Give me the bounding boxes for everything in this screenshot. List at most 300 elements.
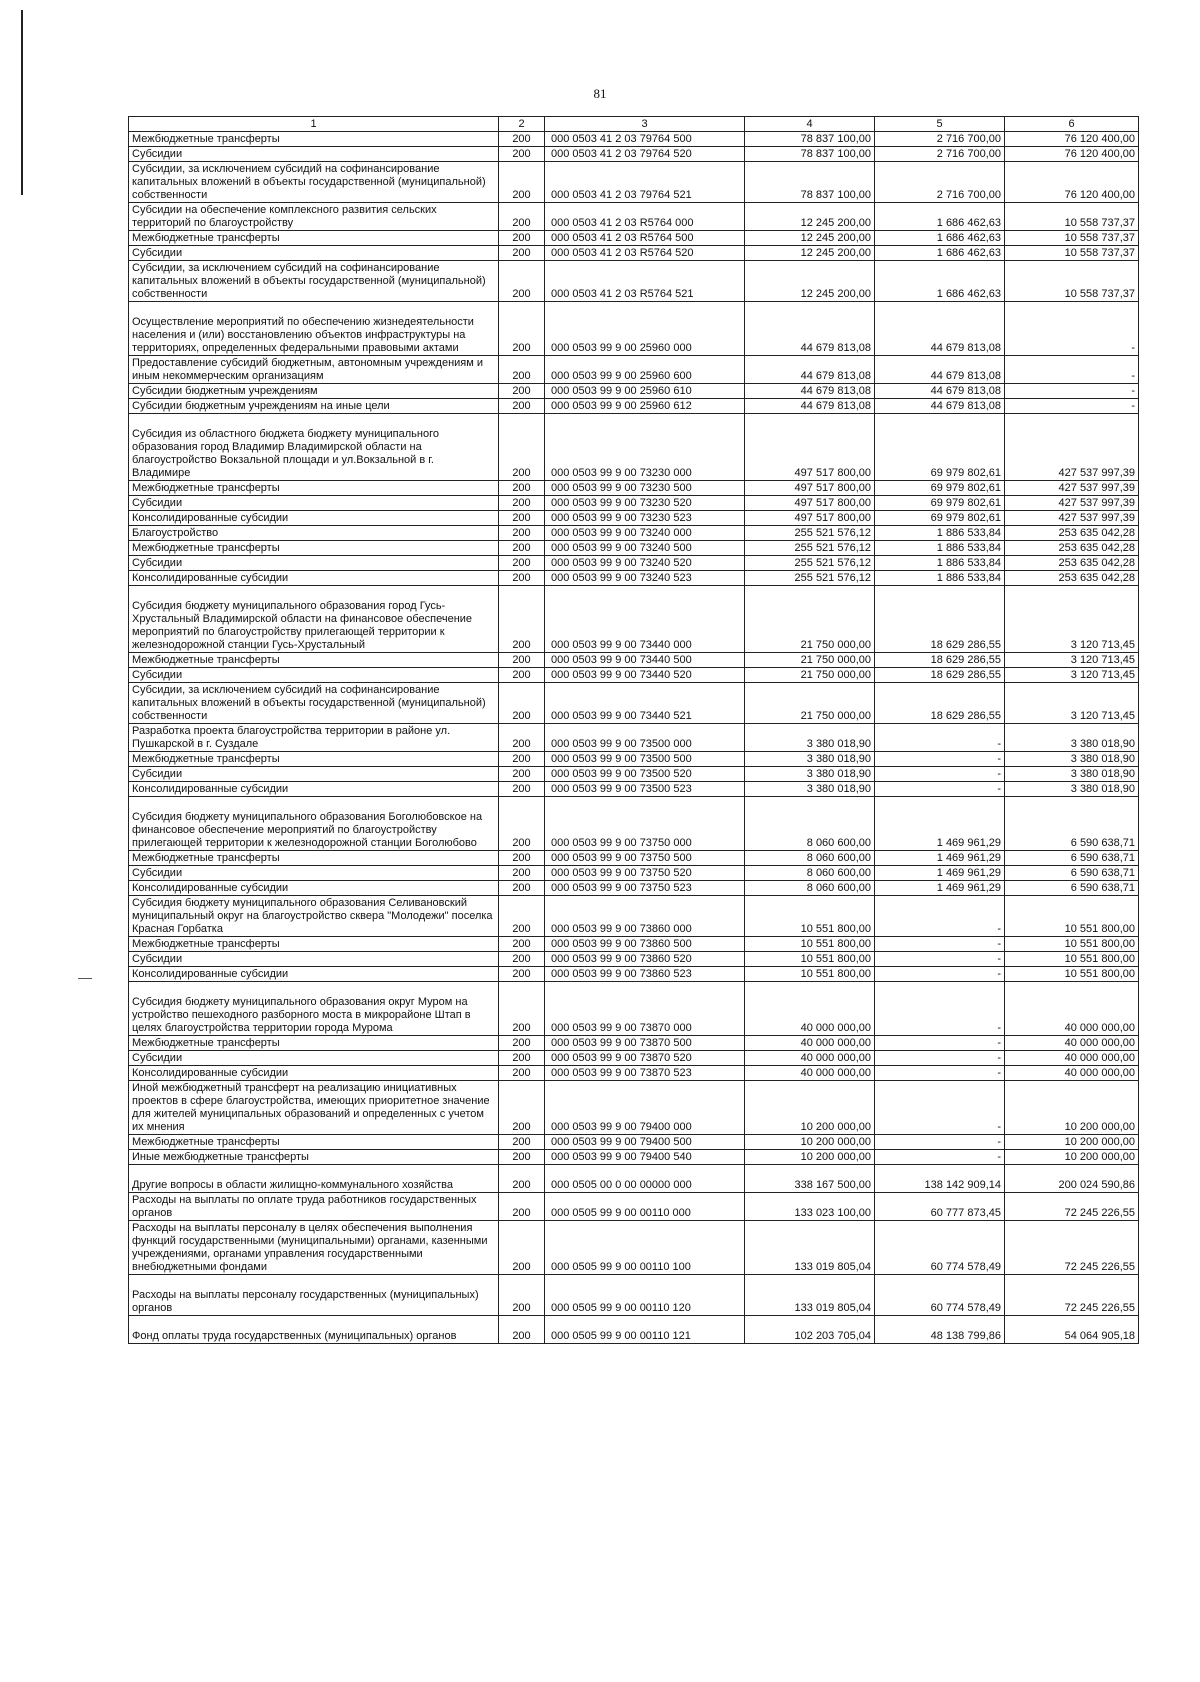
table-row	[129, 526, 1139, 541]
row-budget-code: 000 0503 99 9 00 73230 520	[545, 496, 745, 511]
table-row	[129, 952, 1139, 967]
row-name: Субсидии, за исключением субсидий на софинансирование капитальных вложений в объекты государственной (муниципальной) собственности	[129, 162, 499, 203]
row-name: Межбюджетные трансферты	[129, 1036, 499, 1051]
row-line-code: 200	[499, 384, 545, 399]
row-budget-code: 000 0503 99 9 00 79400 500	[545, 1135, 745, 1150]
row-name: Консолидированные субсидии	[129, 782, 499, 797]
row-executed-amount: 1 886 533,84	[875, 556, 1005, 571]
table-row	[129, 246, 1139, 261]
row-executed-amount: 44 679 813,08	[875, 302, 1005, 356]
row-line-code: 200	[499, 586, 545, 653]
row-name: Иные межбюджетные трансферты	[129, 1150, 499, 1165]
row-executed-amount: 2 716 700,00	[875, 132, 1005, 147]
row-executed-amount: 2 716 700,00	[875, 162, 1005, 203]
row-name: Субсидии	[129, 866, 499, 881]
table-row	[129, 356, 1139, 384]
row-executed-amount: 1 469 961,29	[875, 851, 1005, 866]
row-executed-amount: -	[875, 752, 1005, 767]
row-budget-code: 000 0505 99 9 00 00110 121	[545, 1316, 745, 1344]
row-budget-code: 000 0503 99 9 00 73240 000	[545, 526, 745, 541]
row-approved-amount: 40 000 000,00	[745, 1051, 875, 1066]
row-approved-amount: 12 245 200,00	[745, 246, 875, 261]
row-budget-code: 000 0503 99 9 00 73440 521	[545, 683, 745, 724]
row-budget-code: 000 0503 99 9 00 25960 600	[545, 356, 745, 384]
row-budget-code: 000 0503 41 2 03 79764 500	[545, 132, 745, 147]
table-row	[129, 399, 1139, 414]
row-name: Межбюджетные трансферты	[129, 653, 499, 668]
row-line-code: 200	[499, 496, 545, 511]
row-budget-code: 000 0503 99 9 00 73750 000	[545, 797, 745, 851]
row-name: Расходы на выплаты персоналу государственных (муниципальных) органов	[129, 1275, 499, 1316]
row-executed-amount: 1 686 462,63	[875, 261, 1005, 302]
row-name: Субсидии	[129, 1051, 499, 1066]
budget-execution-table	[128, 116, 1139, 1344]
row-approved-amount: 44 679 813,08	[745, 399, 875, 414]
row-approved-amount: 10 551 800,00	[745, 952, 875, 967]
row-name: Межбюджетные трансферты	[129, 937, 499, 952]
row-budget-code: 000 0503 99 9 00 73500 520	[545, 767, 745, 782]
table-row	[129, 1275, 1139, 1316]
row-name: Субсидия бюджету муниципального образования город Гусь-Хрустальный Владимирской области на финансовое обеспечение мероприятий по благоустройству прилегающей территории к железнодорожной станции Гусь-Хрустальный	[129, 586, 499, 653]
row-executed-amount: 60 774 578,49	[875, 1275, 1005, 1316]
row-name: Иной межбюджетный трансферт на реализацию инициативных проектов в сфере благоустройства, имеющих приоритетное значение для жителей муниципальных образований и определенных с учетом их мнения	[129, 1081, 499, 1135]
row-executed-amount: -	[875, 967, 1005, 982]
row-name: Субсидия бюджету муниципального образования округ Муром на устройство пешеходного разборного моста в микрорайоне Штап в целях благоустройства территории города Мурома	[129, 982, 499, 1036]
table-row	[129, 683, 1139, 724]
row-approved-amount: 3 380 018,90	[745, 782, 875, 797]
row-unexecuted-amount: 6 590 638,71	[1005, 881, 1139, 896]
row-executed-amount: -	[875, 1051, 1005, 1066]
row-executed-amount: 60 774 578,49	[875, 1221, 1005, 1275]
row-name: Субсидии, за исключением субсидий на софинансирование капитальных вложений в объекты государственной (муниципальной) собственности	[129, 261, 499, 302]
table-row	[129, 866, 1139, 881]
row-unexecuted-amount: 72 245 226,55	[1005, 1193, 1139, 1221]
row-executed-amount: -	[875, 724, 1005, 752]
row-name: Расходы на выплаты по оплате труда работников государственных органов	[129, 1193, 499, 1221]
row-name: Межбюджетные трансферты	[129, 851, 499, 866]
row-executed-amount: -	[875, 782, 1005, 797]
table-row	[129, 556, 1139, 571]
row-approved-amount: 3 380 018,90	[745, 767, 875, 782]
table-row	[129, 203, 1139, 231]
row-budget-code: 000 0503 41 2 03 R5764 520	[545, 246, 745, 261]
row-approved-amount: 8 060 600,00	[745, 797, 875, 851]
row-approved-amount: 497 517 800,00	[745, 481, 875, 496]
row-name: Субсидии бюджетным учреждениям	[129, 384, 499, 399]
row-line-code: 200	[499, 356, 545, 384]
row-unexecuted-amount: 10 200 000,00	[1005, 1150, 1139, 1165]
row-approved-amount: 44 679 813,08	[745, 384, 875, 399]
row-line-code: 200	[499, 866, 545, 881]
row-approved-amount: 3 380 018,90	[745, 724, 875, 752]
row-approved-amount: 133 023 100,00	[745, 1193, 875, 1221]
row-executed-amount: 18 629 286,55	[875, 586, 1005, 653]
row-executed-amount: 48 138 799,86	[875, 1316, 1005, 1344]
row-executed-amount: 44 679 813,08	[875, 356, 1005, 384]
table-row	[129, 586, 1139, 653]
row-line-code: 200	[499, 1066, 545, 1081]
row-budget-code: 000 0503 99 9 00 73870 523	[545, 1066, 745, 1081]
row-line-code: 200	[499, 1135, 545, 1150]
row-unexecuted-amount: 427 537 997,39	[1005, 496, 1139, 511]
row-approved-amount: 78 837 100,00	[745, 162, 875, 203]
row-line-code: 200	[499, 132, 545, 147]
row-line-code: 200	[499, 952, 545, 967]
row-name: Консолидированные субсидии	[129, 571, 499, 586]
row-budget-code: 000 0503 99 9 00 73440 520	[545, 668, 745, 683]
row-budget-code: 000 0503 99 9 00 73860 520	[545, 952, 745, 967]
row-name: Консолидированные субсидии	[129, 1066, 499, 1081]
row-unexecuted-amount: -	[1005, 399, 1139, 414]
row-approved-amount: 338 167 500,00	[745, 1165, 875, 1193]
row-executed-amount: -	[875, 937, 1005, 952]
row-unexecuted-amount: 40 000 000,00	[1005, 1051, 1139, 1066]
row-line-code: 200	[499, 967, 545, 982]
row-line-code: 200	[499, 1081, 545, 1135]
row-unexecuted-amount: 427 537 997,39	[1005, 481, 1139, 496]
row-executed-amount: 69 979 802,61	[875, 481, 1005, 496]
row-budget-code: 000 0503 99 9 00 25960 612	[545, 399, 745, 414]
table-row	[129, 724, 1139, 752]
row-line-code: 200	[499, 511, 545, 526]
row-unexecuted-amount: 6 590 638,71	[1005, 866, 1139, 881]
scan-edge-line	[21, 10, 23, 195]
row-line-code: 200	[499, 982, 545, 1036]
row-unexecuted-amount: -	[1005, 302, 1139, 356]
table-row	[129, 782, 1139, 797]
row-approved-amount: 10 551 800,00	[745, 937, 875, 952]
row-line-code: 200	[499, 683, 545, 724]
table-row	[129, 1036, 1139, 1051]
row-unexecuted-amount: 10 200 000,00	[1005, 1135, 1139, 1150]
row-name: Другие вопросы в области жилищно-коммунального хозяйства	[129, 1165, 499, 1193]
row-unexecuted-amount: 10 551 800,00	[1005, 937, 1139, 952]
row-approved-amount: 497 517 800,00	[745, 414, 875, 481]
row-line-code: 200	[499, 851, 545, 866]
row-budget-code: 000 0503 41 2 03 R5764 521	[545, 261, 745, 302]
row-line-code: 200	[499, 203, 545, 231]
row-approved-amount: 497 517 800,00	[745, 496, 875, 511]
table-row	[129, 1066, 1139, 1081]
row-budget-code: 000 0503 99 9 00 79400 000	[545, 1081, 745, 1135]
row-budget-code: 000 0503 99 9 00 73860 500	[545, 937, 745, 952]
row-unexecuted-amount: 76 120 400,00	[1005, 147, 1139, 162]
row-name: Межбюджетные трансферты	[129, 231, 499, 246]
row-executed-amount: 18 629 286,55	[875, 668, 1005, 683]
header-col-3: 3	[545, 117, 745, 132]
row-line-code: 200	[499, 231, 545, 246]
row-name: Межбюджетные трансферты	[129, 481, 499, 496]
table-header-row	[129, 117, 1139, 132]
row-name: Осуществление мероприятий по обеспечению жизнедеятельности населения и (или) восстановлению объектов инфраструктуры на территориях, определенных федеральными правовыми актами	[129, 302, 499, 356]
table-row	[129, 1193, 1139, 1221]
row-approved-amount: 10 200 000,00	[745, 1150, 875, 1165]
row-budget-code: 000 0505 99 9 00 00110 100	[545, 1221, 745, 1275]
table-row	[129, 752, 1139, 767]
row-name: Фонд оплаты труда государственных (муниципальных) органов	[129, 1316, 499, 1344]
row-executed-amount: -	[875, 896, 1005, 937]
row-line-code: 200	[499, 162, 545, 203]
table-row	[129, 511, 1139, 526]
table-row	[129, 541, 1139, 556]
table-row	[129, 147, 1139, 162]
table-row	[129, 414, 1139, 481]
row-approved-amount: 133 019 805,04	[745, 1275, 875, 1316]
table-row	[129, 668, 1139, 683]
row-unexecuted-amount: 3 380 018,90	[1005, 767, 1139, 782]
row-unexecuted-amount: 40 000 000,00	[1005, 982, 1139, 1036]
row-budget-code: 000 0503 41 2 03 R5764 000	[545, 203, 745, 231]
row-line-code: 200	[499, 1165, 545, 1193]
row-line-code: 200	[499, 896, 545, 937]
header-col-5: 5	[875, 117, 1005, 132]
row-unexecuted-amount: 6 590 638,71	[1005, 797, 1139, 851]
row-approved-amount: 497 517 800,00	[745, 511, 875, 526]
row-line-code: 200	[499, 302, 545, 356]
row-name: Субсидии	[129, 952, 499, 967]
row-unexecuted-amount: 72 245 226,55	[1005, 1221, 1139, 1275]
row-unexecuted-amount: 76 120 400,00	[1005, 132, 1139, 147]
row-approved-amount: 44 679 813,08	[745, 302, 875, 356]
row-budget-code: 000 0503 41 2 03 79764 521	[545, 162, 745, 203]
row-unexecuted-amount: 76 120 400,00	[1005, 162, 1139, 203]
row-executed-amount: 44 679 813,08	[875, 399, 1005, 414]
row-budget-code: 000 0503 99 9 00 73870 000	[545, 982, 745, 1036]
row-unexecuted-amount: 3 120 713,45	[1005, 653, 1139, 668]
row-budget-code: 000 0503 41 2 03 R5764 500	[545, 231, 745, 246]
row-approved-amount: 255 521 576,12	[745, 526, 875, 541]
table-row	[129, 481, 1139, 496]
row-unexecuted-amount: 10 551 800,00	[1005, 896, 1139, 937]
table-row	[129, 1051, 1139, 1066]
row-budget-code: 000 0503 99 9 00 73500 523	[545, 782, 745, 797]
row-name: Предоставление субсидий бюджетным, автономным учреждениям и иным некоммерческим организациям	[129, 356, 499, 384]
row-unexecuted-amount: -	[1005, 384, 1139, 399]
row-line-code: 200	[499, 399, 545, 414]
row-name: Консолидированные субсидии	[129, 881, 499, 896]
row-line-code: 200	[499, 1150, 545, 1165]
row-line-code: 200	[499, 937, 545, 952]
row-line-code: 200	[499, 541, 545, 556]
row-line-code: 200	[499, 797, 545, 851]
row-executed-amount: 1 886 533,84	[875, 541, 1005, 556]
row-unexecuted-amount: -	[1005, 356, 1139, 384]
row-approved-amount: 10 200 000,00	[745, 1081, 875, 1135]
row-line-code: 200	[499, 1221, 545, 1275]
row-executed-amount: 69 979 802,61	[875, 511, 1005, 526]
table-row	[129, 881, 1139, 896]
row-unexecuted-amount: 10 558 737,37	[1005, 246, 1139, 261]
table-row	[129, 896, 1139, 937]
row-unexecuted-amount: 3 120 713,45	[1005, 586, 1139, 653]
row-line-code: 200	[499, 1051, 545, 1066]
row-name: Субсидии на обеспечение комплексного развития сельских территорий по благоустройству	[129, 203, 499, 231]
row-approved-amount: 8 060 600,00	[745, 866, 875, 881]
row-executed-amount: -	[875, 1135, 1005, 1150]
row-budget-code: 000 0503 99 9 00 73860 523	[545, 967, 745, 982]
row-executed-amount: 1 469 961,29	[875, 866, 1005, 881]
row-approved-amount: 10 551 800,00	[745, 896, 875, 937]
table-row	[129, 653, 1139, 668]
row-name: Субсидия бюджету муниципального образования Селивановский муниципальный округ на благоустройство сквера "Молодежи" поселка Красная Горбатка	[129, 896, 499, 937]
table-row	[129, 384, 1139, 399]
row-budget-code: 000 0503 99 9 00 73860 000	[545, 896, 745, 937]
row-name: Межбюджетные трансферты	[129, 132, 499, 147]
row-budget-code: 000 0503 99 9 00 73500 500	[545, 752, 745, 767]
row-name: Благоустройство	[129, 526, 499, 541]
row-budget-code: 000 0503 99 9 00 73870 500	[545, 1036, 745, 1051]
row-budget-code: 000 0503 99 9 00 73440 500	[545, 653, 745, 668]
row-budget-code: 000 0503 99 9 00 73750 520	[545, 866, 745, 881]
row-line-code: 200	[499, 571, 545, 586]
row-executed-amount: 18 629 286,55	[875, 653, 1005, 668]
row-line-code: 200	[499, 481, 545, 496]
row-line-code: 200	[499, 782, 545, 797]
row-budget-code: 000 0503 99 9 00 73870 520	[545, 1051, 745, 1066]
row-line-code: 200	[499, 653, 545, 668]
row-executed-amount: 1 886 533,84	[875, 526, 1005, 541]
table-body	[129, 132, 1139, 1344]
row-name: Консолидированные субсидии	[129, 511, 499, 526]
row-approved-amount: 8 060 600,00	[745, 881, 875, 896]
row-line-code: 200	[499, 767, 545, 782]
row-budget-code: 000 0503 99 9 00 73750 500	[545, 851, 745, 866]
row-unexecuted-amount: 10 558 737,37	[1005, 231, 1139, 246]
row-approved-amount: 3 380 018,90	[745, 752, 875, 767]
row-approved-amount: 21 750 000,00	[745, 668, 875, 683]
header-col-1: 1	[129, 117, 499, 132]
table-row	[129, 571, 1139, 586]
table-row	[129, 937, 1139, 952]
row-budget-code: 000 0503 99 9 00 79400 540	[545, 1150, 745, 1165]
row-budget-code: 000 0503 99 9 00 73750 523	[545, 881, 745, 896]
row-executed-amount: 69 979 802,61	[875, 414, 1005, 481]
row-approved-amount: 255 521 576,12	[745, 556, 875, 571]
row-executed-amount: 1 469 961,29	[875, 797, 1005, 851]
row-unexecuted-amount: 427 537 997,39	[1005, 414, 1139, 481]
row-unexecuted-amount: 3 120 713,45	[1005, 683, 1139, 724]
row-budget-code: 000 0505 99 9 00 00110 120	[545, 1275, 745, 1316]
row-executed-amount: -	[875, 982, 1005, 1036]
table-row	[129, 231, 1139, 246]
row-unexecuted-amount: 40 000 000,00	[1005, 1036, 1139, 1051]
row-budget-code: 000 0503 99 9 00 73240 500	[545, 541, 745, 556]
table-row	[129, 982, 1139, 1036]
row-budget-code: 000 0503 99 9 00 73230 523	[545, 511, 745, 526]
row-unexecuted-amount: 10 200 000,00	[1005, 1081, 1139, 1135]
row-approved-amount: 21 750 000,00	[745, 683, 875, 724]
row-unexecuted-amount: 54 064 905,18	[1005, 1316, 1139, 1344]
row-approved-amount: 10 551 800,00	[745, 967, 875, 982]
table-row	[129, 261, 1139, 302]
row-approved-amount: 21 750 000,00	[745, 586, 875, 653]
row-line-code: 200	[499, 526, 545, 541]
row-approved-amount: 40 000 000,00	[745, 982, 875, 1036]
row-line-code: 200	[499, 147, 545, 162]
row-line-code: 200	[499, 1275, 545, 1316]
row-executed-amount: -	[875, 1081, 1005, 1135]
row-name: Субсидия бюджету муниципального образования Боголюбовское на финансовое обеспечение мероприятий по благоустройству прилегающей территории к железнодорожной станции Боголюбово	[129, 797, 499, 851]
row-budget-code: 000 0503 99 9 00 25960 000	[545, 302, 745, 356]
row-approved-amount: 102 203 705,04	[745, 1316, 875, 1344]
row-budget-code: 000 0503 99 9 00 73230 000	[545, 414, 745, 481]
row-name: Межбюджетные трансферты	[129, 541, 499, 556]
row-executed-amount: -	[875, 1036, 1005, 1051]
header-col-6: 6	[1005, 117, 1139, 132]
row-approved-amount: 255 521 576,12	[745, 571, 875, 586]
row-budget-code: 000 0503 99 9 00 73240 520	[545, 556, 745, 571]
row-line-code: 200	[499, 246, 545, 261]
table-row	[129, 851, 1139, 866]
row-name: Субсидии	[129, 767, 499, 782]
row-budget-code: 000 0505 99 9 00 00110 000	[545, 1193, 745, 1221]
row-executed-amount: 1 886 533,84	[875, 571, 1005, 586]
row-approved-amount: 12 245 200,00	[745, 261, 875, 302]
row-approved-amount: 44 679 813,08	[745, 356, 875, 384]
row-executed-amount: -	[875, 1066, 1005, 1081]
row-unexecuted-amount: 10 558 737,37	[1005, 261, 1139, 302]
table-row	[129, 1221, 1139, 1275]
row-name: Субсидия из областного бюджета бюджету муниципального образования город Владимир Владимирской области на благоустройство Вокзальной площади и ул.Вокзальной в г. Владимире	[129, 414, 499, 481]
row-line-code: 200	[499, 668, 545, 683]
row-executed-amount: 1 686 462,63	[875, 246, 1005, 261]
row-budget-code: 000 0503 99 9 00 73500 000	[545, 724, 745, 752]
row-name: Субсидии	[129, 668, 499, 683]
table-row	[129, 496, 1139, 511]
row-unexecuted-amount: 427 537 997,39	[1005, 511, 1139, 526]
row-unexecuted-amount: 10 551 800,00	[1005, 967, 1139, 982]
row-line-code: 200	[499, 1036, 545, 1051]
row-budget-code: 000 0503 41 2 03 79764 520	[545, 147, 745, 162]
row-approved-amount: 255 521 576,12	[745, 541, 875, 556]
row-budget-code: 000 0503 99 9 00 73440 000	[545, 586, 745, 653]
row-name: Расходы на выплаты персоналу в целях обеспечения выполнения функций государственными (муниципальными) органами, казенными учреждениями, органами управления государственными внебюджетными фондами	[129, 1221, 499, 1275]
row-name: Консолидированные субсидии	[129, 967, 499, 982]
table-row	[129, 967, 1139, 982]
row-approved-amount: 10 200 000,00	[745, 1135, 875, 1150]
row-unexecuted-amount: 253 635 042,28	[1005, 571, 1139, 586]
row-unexecuted-amount: 72 245 226,55	[1005, 1275, 1139, 1316]
row-executed-amount: 60 777 873,45	[875, 1193, 1005, 1221]
row-approved-amount: 133 019 805,04	[745, 1221, 875, 1275]
row-executed-amount: 18 629 286,55	[875, 683, 1005, 724]
row-name: Разработка проекта благоустройства территории в районе ул. Пушкарской в г. Суздале	[129, 724, 499, 752]
row-name: Субсидии	[129, 556, 499, 571]
row-unexecuted-amount: 3 120 713,45	[1005, 668, 1139, 683]
row-executed-amount: 44 679 813,08	[875, 384, 1005, 399]
row-line-code: 200	[499, 752, 545, 767]
table-row	[129, 302, 1139, 356]
row-line-code: 200	[499, 414, 545, 481]
table-row	[129, 1081, 1139, 1135]
row-line-code: 200	[499, 261, 545, 302]
row-unexecuted-amount: 6 590 638,71	[1005, 851, 1139, 866]
row-unexecuted-amount: 253 635 042,28	[1005, 526, 1139, 541]
row-executed-amount: 1 686 462,63	[875, 203, 1005, 231]
row-unexecuted-amount: 3 380 018,90	[1005, 782, 1139, 797]
table-row	[129, 1135, 1139, 1150]
row-unexecuted-amount: 3 380 018,90	[1005, 752, 1139, 767]
table-row	[129, 767, 1139, 782]
table-row	[129, 1165, 1139, 1193]
row-line-code: 200	[499, 881, 545, 896]
row-name: Субсидии бюджетным учреждениям на иные цели	[129, 399, 499, 414]
row-approved-amount: 78 837 100,00	[745, 132, 875, 147]
row-unexecuted-amount: 200 024 590,86	[1005, 1165, 1139, 1193]
row-executed-amount: 1 469 961,29	[875, 881, 1005, 896]
table-row	[129, 1316, 1139, 1344]
page-number: 81	[593, 86, 607, 101]
